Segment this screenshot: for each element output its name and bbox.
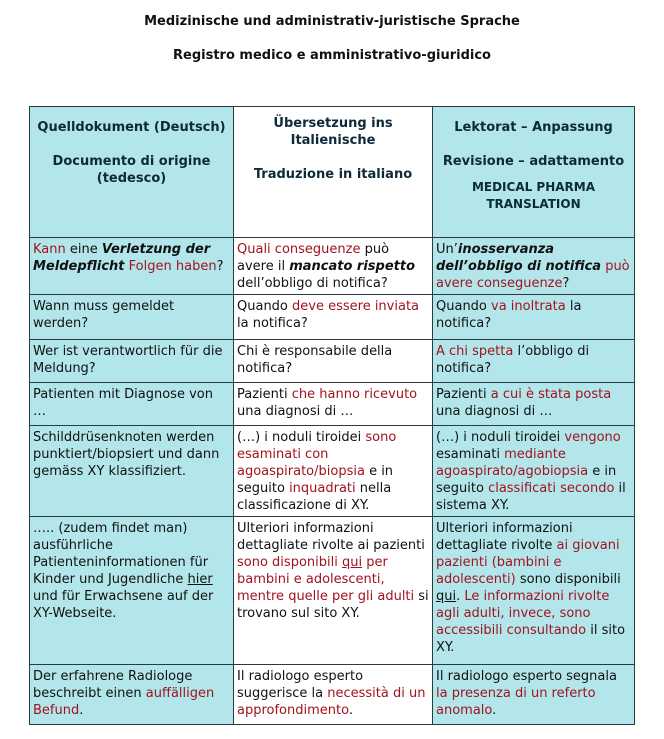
comparison-table [29,106,635,725]
source-cell [30,383,234,426]
text-segment: . [348,703,353,718]
source-cell [30,238,234,295]
emphasized-text: Verletzung der Meldepflicht [33,242,211,274]
text-segment: può avere il [237,242,390,274]
table-row [30,340,635,383]
highlighted-text: Folgen haben [128,259,217,274]
text-segment: Wer ist verantwortlich für die Meldung? [33,344,223,376]
text-segment: Quando [237,299,293,314]
translation-cell [234,340,433,383]
highlighted-text: inquadrati [289,481,356,496]
highlighted-text: necessità di un approfondimento [237,686,426,718]
text-segment: Pazienti [436,387,491,402]
highlighted-text: A chi spetta [436,344,514,359]
revision-cell [433,340,635,383]
text-segment: la notifica? [436,299,582,331]
text-segment: e in seguito [436,464,617,496]
highlighted-text: auffälligen Befund [33,686,215,718]
revision-cell [433,665,635,725]
text-segment: sono disponibili [515,572,621,587]
revision-cell [433,295,635,340]
table-row [30,665,635,725]
translation-cell [234,383,433,426]
text-segment: ? [562,276,570,291]
revision-cell [433,426,635,517]
header-brand: MEDICAL PHARMA TRANSLATION [471,180,596,211]
highlighted-text: mediante agoaspirato/agobiopsia [436,447,589,479]
highlighted-text: che hanno ricevuto [291,387,418,402]
highlighted-text: Quali conseguenze [237,242,361,257]
text-segment: il sito XY. [436,623,626,655]
text-segment: (…) i noduli tiroidei [237,430,366,445]
text-segment: (…) i noduli tiroidei [436,430,565,445]
table-row [30,238,635,295]
header-translation [234,107,433,238]
title-italian: Registro medico e amministrativo-giuridico [173,48,491,63]
text-segment: Der erfahrene Radiologe beschreibt einen [33,669,193,701]
link-text[interactable]: qui [436,589,457,604]
source-cell [30,426,234,517]
highlighted-text: sono esaminati con agoaspirato/biopsia [237,430,397,479]
text-segment: una diagnosi di … [436,404,553,419]
translation-cell [234,426,433,517]
header-row [30,107,635,238]
highlighted-text: va inoltrata [491,299,566,314]
text-segment: Il radiologo esperto suggerisce la [237,669,364,701]
text-segment: e in seguito [237,464,394,496]
header-revision-de: Lektorat – Anpassung [454,120,613,135]
highlighted-text: a cui è stata posta [490,387,612,402]
header-source-de: Quelldokument (Deutsch) [37,120,226,135]
link-text[interactable]: hier [187,572,213,587]
text-segment: Pazienti [237,387,292,402]
text-segment: ? [216,259,224,274]
text-segment: Il radiologo esperto segnala [436,669,617,684]
text-segment: Wann muss gemeldet werden? [33,299,175,331]
text-segment: ….. (zudem findet man) ausführliche Patienteninformationen für Kinder und Jugendliche [33,521,209,587]
table-row [30,517,635,665]
text-segment: . [492,703,497,718]
header-source-it: Documento di origine (tedesco) [52,154,211,186]
highlighted-text: per bambini e adolescenti, mentre quelle per gli adulti [237,555,415,604]
translation-cell [234,238,433,295]
source-cell [30,665,234,725]
text-segment: Chi è responsabile della notifica? [237,344,393,376]
text-segment: il sistema XY. [436,481,626,513]
text-segment: l’obbligo di notifica? [436,344,590,376]
revision-cell [433,517,635,665]
emphasized-text: mancato rispetto [289,259,416,274]
revision-cell [433,383,635,426]
text-segment: una diagnosi di … [237,404,354,419]
translation-cell [234,295,433,340]
text-segment: . [79,703,84,718]
table-row [30,295,635,340]
highlighted-text: può avere conseguenze [436,259,630,291]
title-german: Medizinische und administrativ-juristische Sprache [144,14,520,29]
source-cell [30,340,234,383]
header-source [30,107,234,238]
text-segment: Quando [436,299,492,314]
text-segment: Schilddrüsenknoten werden punktiert/biopsiert und dann gemäss XY klassifiziert. [33,430,220,479]
source-cell [30,517,234,665]
revision-cell [433,238,635,295]
highlighted-text: Le informazioni rivolte agli adulti, invece, sono accessibili consultando [436,589,610,638]
text-segment: Ulteriori informazioni dettagliate rivolte [436,521,573,553]
text-segment: . [456,589,465,604]
highlighted-text: vengono [564,430,621,445]
source-cell [30,295,234,340]
link-text[interactable]: qui [341,555,363,570]
highlighted-text: la presenza di un referto anomalo [436,686,596,718]
header-translation-de: Übersetzung ins Italienische [273,116,393,148]
text-segment: Patienten mit Diagnose von … [33,387,213,419]
text-segment: und für Erwachsene auf der XY-Webseite. [33,589,214,621]
table-row [30,383,635,426]
text-segment: dell’obbligo di notifica? [237,276,388,291]
text-segment: eine [65,242,102,257]
highlighted-text: Kann [33,242,66,257]
emphasized-text: inosservanza dell’obbligo di notifica [436,242,602,274]
text-segment: Un’ [436,242,458,257]
table-row [30,426,635,517]
header-revision [433,107,635,238]
header-revision-it: Revisione – adattamento [442,154,625,169]
highlighted-text: classificati secondo [488,481,615,496]
text-segment: nella classificazione di XY. [237,481,392,513]
translation-cell [234,665,433,725]
text-segment: Ulteriori informazioni dettagliate rivolte ai pazienti [237,521,425,553]
text-segment: si trovano sul sito XY. [237,589,429,621]
header-translation-it: Traduzione in italiano [253,167,413,182]
highlighted-text: ai giovani pazienti (bambini e adolescenti) [436,538,620,587]
highlighted-text: sono disponibili [237,555,338,570]
text-segment: esaminati [436,447,505,462]
text-segment: la notifica? [237,316,308,331]
translation-cell [234,517,433,665]
highlighted-text: deve essere inviata [292,299,420,314]
